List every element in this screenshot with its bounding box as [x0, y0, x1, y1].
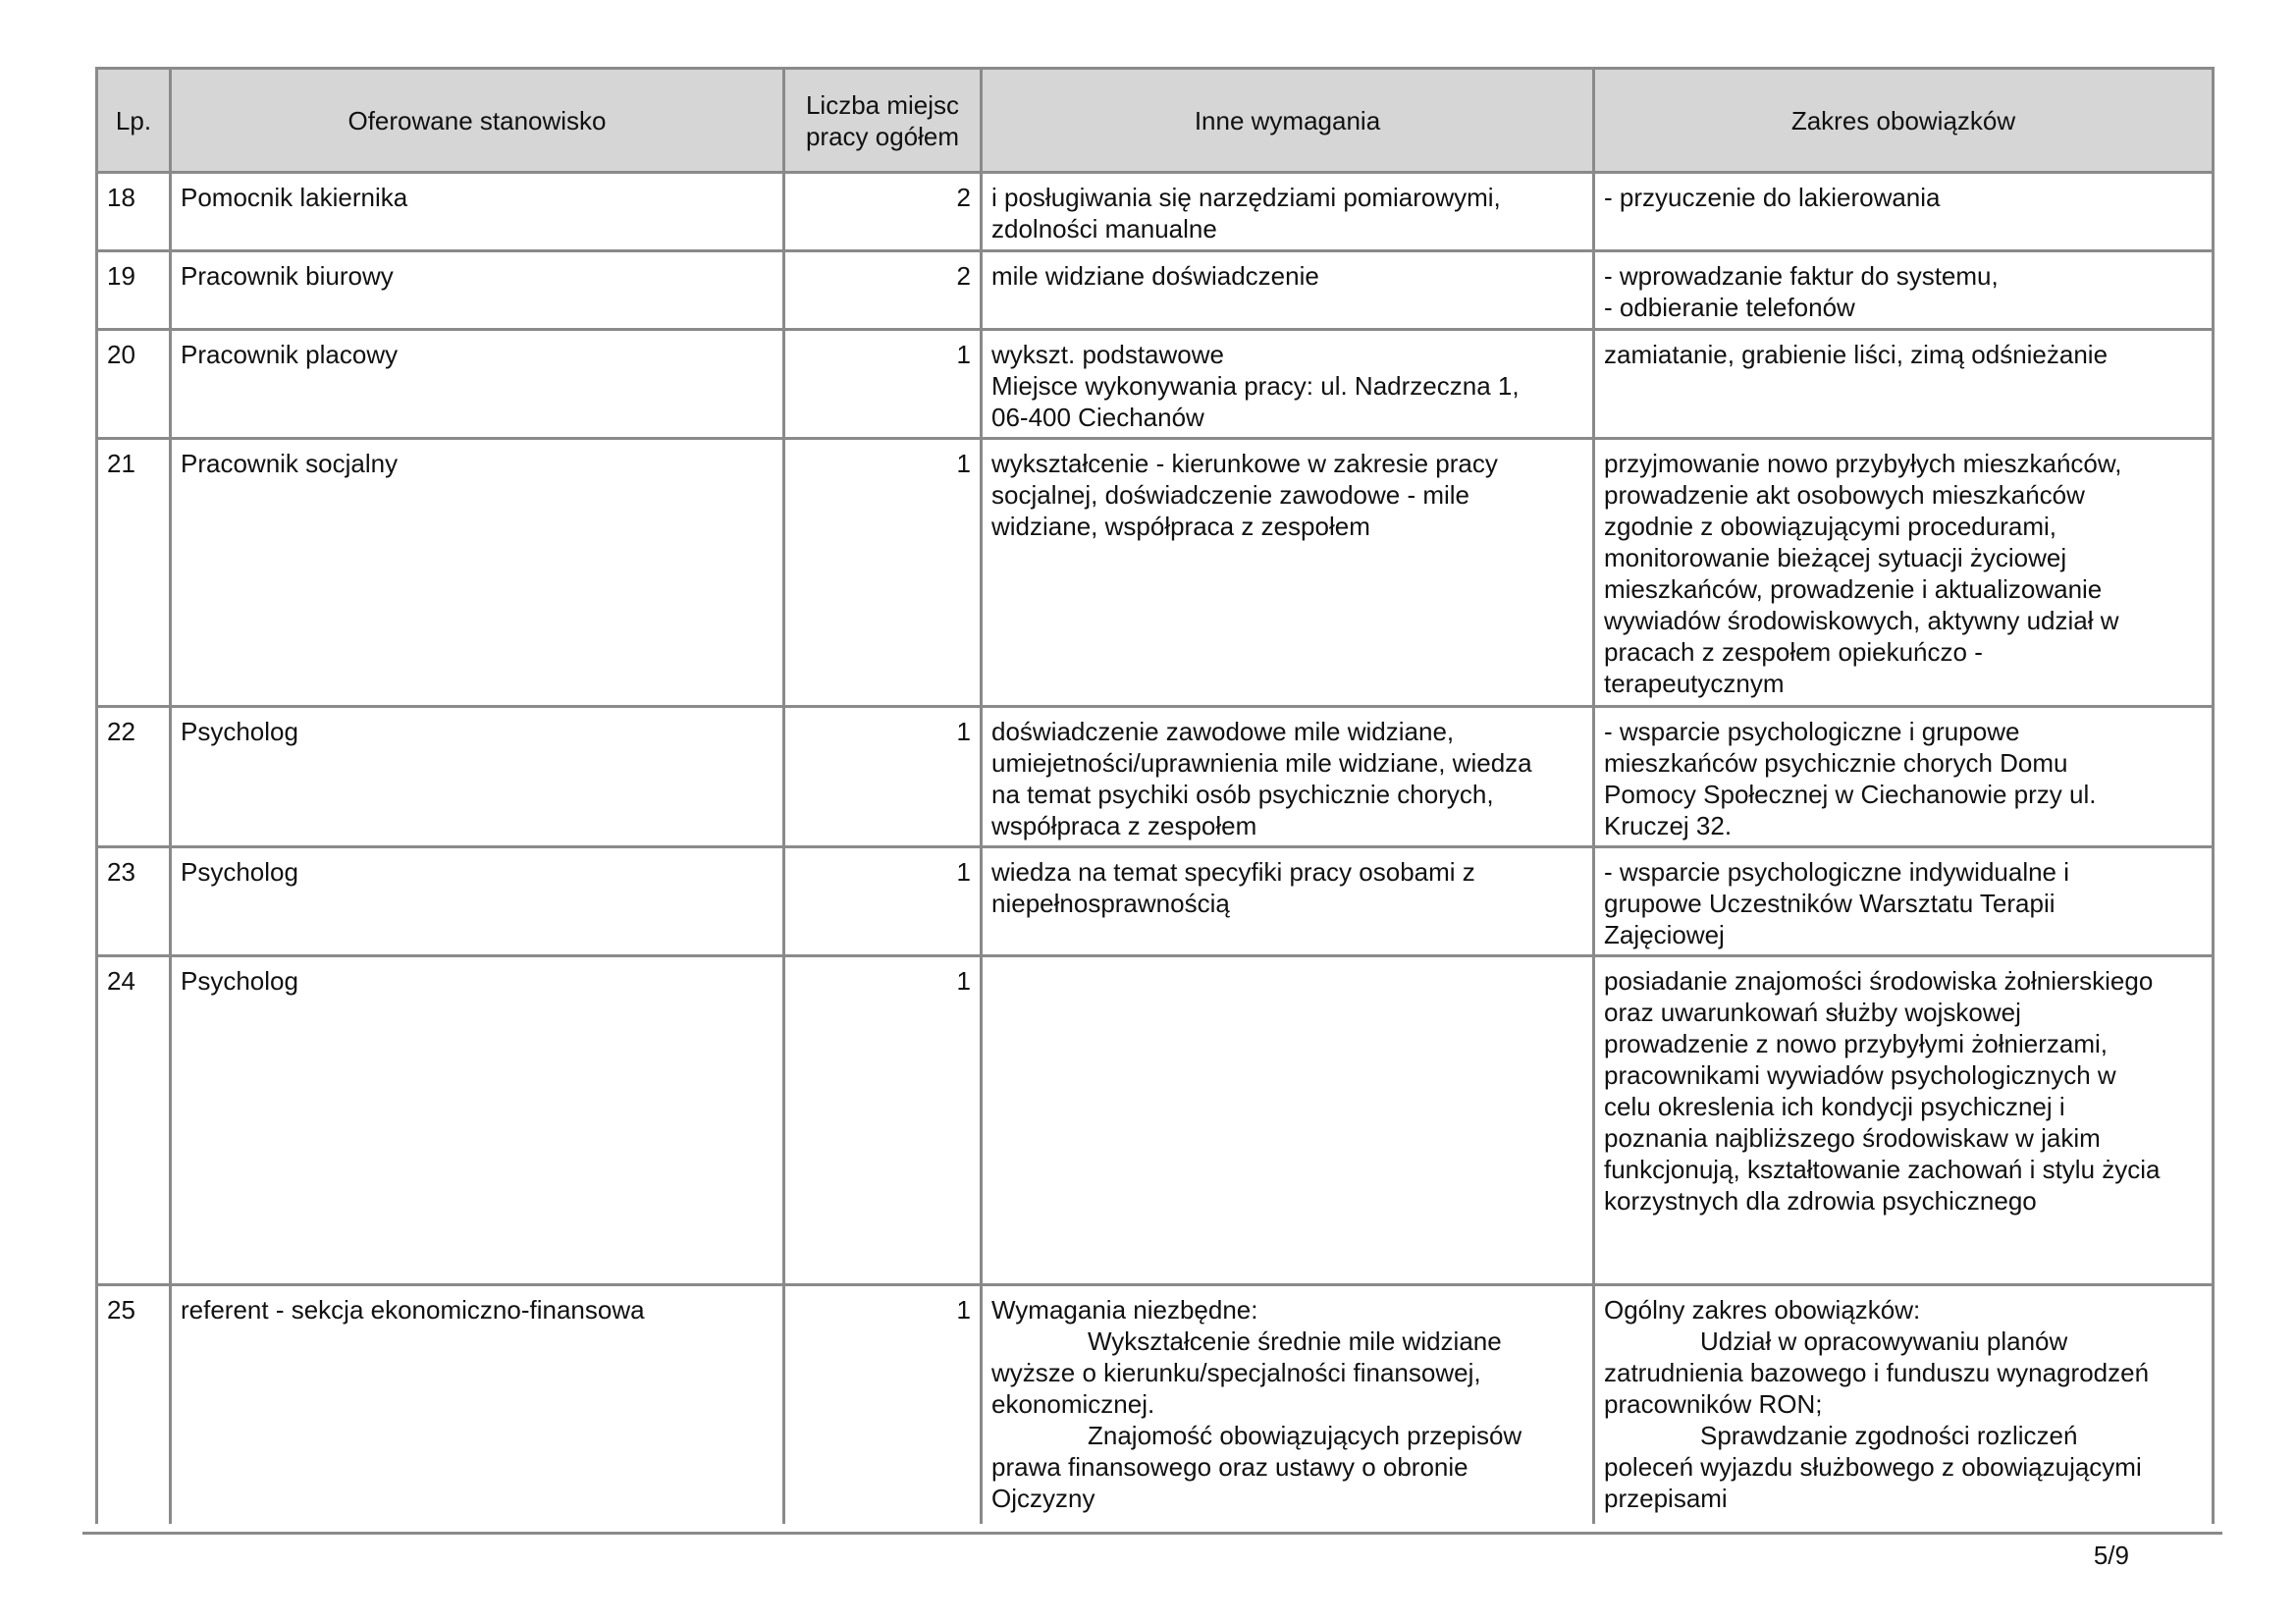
duties-heading: Ogólny zakres obowiązków:: [1604, 1295, 1921, 1325]
header-duties: Zakres obowiązków: [1594, 69, 2214, 173]
requirements-item-education: Wykształcenie średnie mile widziane: [1088, 1326, 1502, 1356]
cell-duties: przyjmowanie nowo przybyłych mieszkańców, prowadzenie akt osobowych mieszkańców zgodnie z obowiązującymi procedurami, monitorowanie bieżącej sytuacji życiowej mieszkańców, prowadzenie i aktualizowanie wywiadów środowiskowych, aktywny udział w pracach z zespołem opiekuńczo - terapeutycznym: [1594, 439, 2214, 707]
requirements-item-education-cont: wyższe o kierunku/specjalności finansowej, ekonomicznej.: [991, 1358, 1481, 1419]
cell-lp: 19: [97, 251, 171, 330]
cell-requirements: wiedza na temat specyfiki pracy osobami z niepełnosprawnością: [982, 847, 1594, 956]
cell-duties: - wprowadzanie faktur do systemu, - odbieranie telefonów: [1594, 251, 2214, 330]
cell-count: 1: [784, 847, 982, 956]
duties-item-plans: Udział w opracowywaniu planów: [1700, 1326, 2068, 1356]
table-row: [97, 847, 2214, 956]
table-row: [97, 1285, 2214, 1525]
cell-duties: - wsparcie psychologiczne i grupowe mieszkańców psychicznie chorych Domu Pomocy Społecznej w Ciechanowie przy ul. Kruczej 32.: [1594, 707, 2214, 847]
cell-count: 1: [784, 707, 982, 847]
table-row: [97, 330, 2214, 439]
cell-count: 1: [784, 1285, 982, 1525]
cell-lp: 23: [97, 847, 171, 956]
job-offers-table: [95, 67, 2215, 1524]
cell-duties: zamiatanie, grabienie liści, zimą odśnieżanie: [1594, 330, 2214, 439]
cell-count: 1: [784, 439, 982, 707]
cell-lp: 21: [97, 439, 171, 707]
header-count: Liczba miejsc pracy ogółem: [784, 69, 982, 173]
requirements-heading: Wymagania niezbędne:: [991, 1295, 1258, 1325]
table-row: [97, 707, 2214, 847]
requirements-item-law-cont: prawa finansowego oraz ustawy o obronie Ojczyzny: [991, 1452, 1468, 1513]
table-row: [97, 173, 2214, 251]
header-lp: Lp.: [97, 69, 171, 173]
cell-duties: - przyuczenie do lakierowania: [1594, 173, 2214, 251]
cell-position: Pracownik biurowy: [171, 251, 784, 330]
cell-position: Pomocnik lakiernika: [171, 173, 784, 251]
cell-duties: posiadanie znajomości środowiska żołnierskiego oraz uwarunkowań służby wojskowej prowadzenie z nowo przybyłymi żołnierzami, pracownikami wywiadów psychologicznych w celu okreslenia ich kondycji psychicznej i poznania najbliższego środowiskaw w jakim funkcjonują, kształtowanie zachowań i stylu życia korzystnych dla zdrowia psychicznego: [1594, 956, 2214, 1285]
header-requirements: Inne wymagania: [982, 69, 1594, 173]
cell-count: 2: [784, 173, 982, 251]
footer-divider: [82, 1532, 2222, 1535]
page-number: 5/9: [2093, 1541, 2129, 1570]
cell-requirements: [982, 956, 1594, 1285]
cell-position: Psycholog: [171, 847, 784, 956]
cell-lp: 18: [97, 173, 171, 251]
cell-requirements: i posługiwania się narzędziami pomiarowymi, zdolności manualne: [982, 173, 1594, 251]
cell-lp: 20: [97, 330, 171, 439]
header-position: Oferowane stanowisko: [171, 69, 784, 173]
table-row: [97, 439, 2214, 707]
cell-lp: 25: [97, 1285, 171, 1525]
duties-item-plans-cont: zatrudnienia bazowego i funduszu wynagrodzeń pracowników RON;: [1604, 1358, 2150, 1419]
cell-requirements: wykszt. podstawowe Miejsce wykonywania pracy: ul. Nadrzeczna 1, 06-400 Ciechanów: [982, 330, 1594, 439]
duties-item-settlements: Sprawdzanie zgodności rozliczeń: [1700, 1421, 2078, 1450]
cell-position: referent - sekcja ekonomiczno-finansowa: [171, 1285, 784, 1525]
table-row: [97, 956, 2214, 1285]
cell-count: 2: [784, 251, 982, 330]
cell-position: Psycholog: [171, 956, 784, 1285]
cell-requirements: doświadczenie zawodowe mile widziane, umiejetności/uprawnienia mile widziane, wiedza na temat psychiki osób psychicznie chorych, współpraca z zespołem: [982, 707, 1594, 847]
requirements-item-law: Znajomość obowiązujących przepisów: [1088, 1421, 1522, 1450]
cell-position: Psycholog: [171, 707, 784, 847]
cell-count: 1: [784, 956, 982, 1285]
cell-requirements: mile widziane doświadczenie: [982, 251, 1594, 330]
cell-duties: - wsparcie psychologiczne indywidualne i grupowe Uczestników Warsztatu Terapii Zajęciowej: [1594, 847, 2214, 956]
cell-lp: 22: [97, 707, 171, 847]
table-header-row: [97, 69, 2214, 173]
cell-requirements: [982, 1285, 1594, 1525]
cell-position: Pracownik placowy: [171, 330, 784, 439]
cell-count: 1: [784, 330, 982, 439]
cell-requirements: wykształcenie - kierunkowe w zakresie pracy socjalnej, doświadczenie zawodowe - mile widziane, współpraca z zespołem: [982, 439, 1594, 707]
cell-duties: [1594, 1285, 2214, 1525]
cell-lp: 24: [97, 956, 171, 1285]
table-row: [97, 251, 2214, 330]
cell-position: Pracownik socjalny: [171, 439, 784, 707]
duties-item-settlements-cont: poleceń wyjazdu służbowego z obowiązującymi przepisami: [1604, 1452, 2142, 1513]
job-offers-sheet: [95, 67, 2212, 1524]
